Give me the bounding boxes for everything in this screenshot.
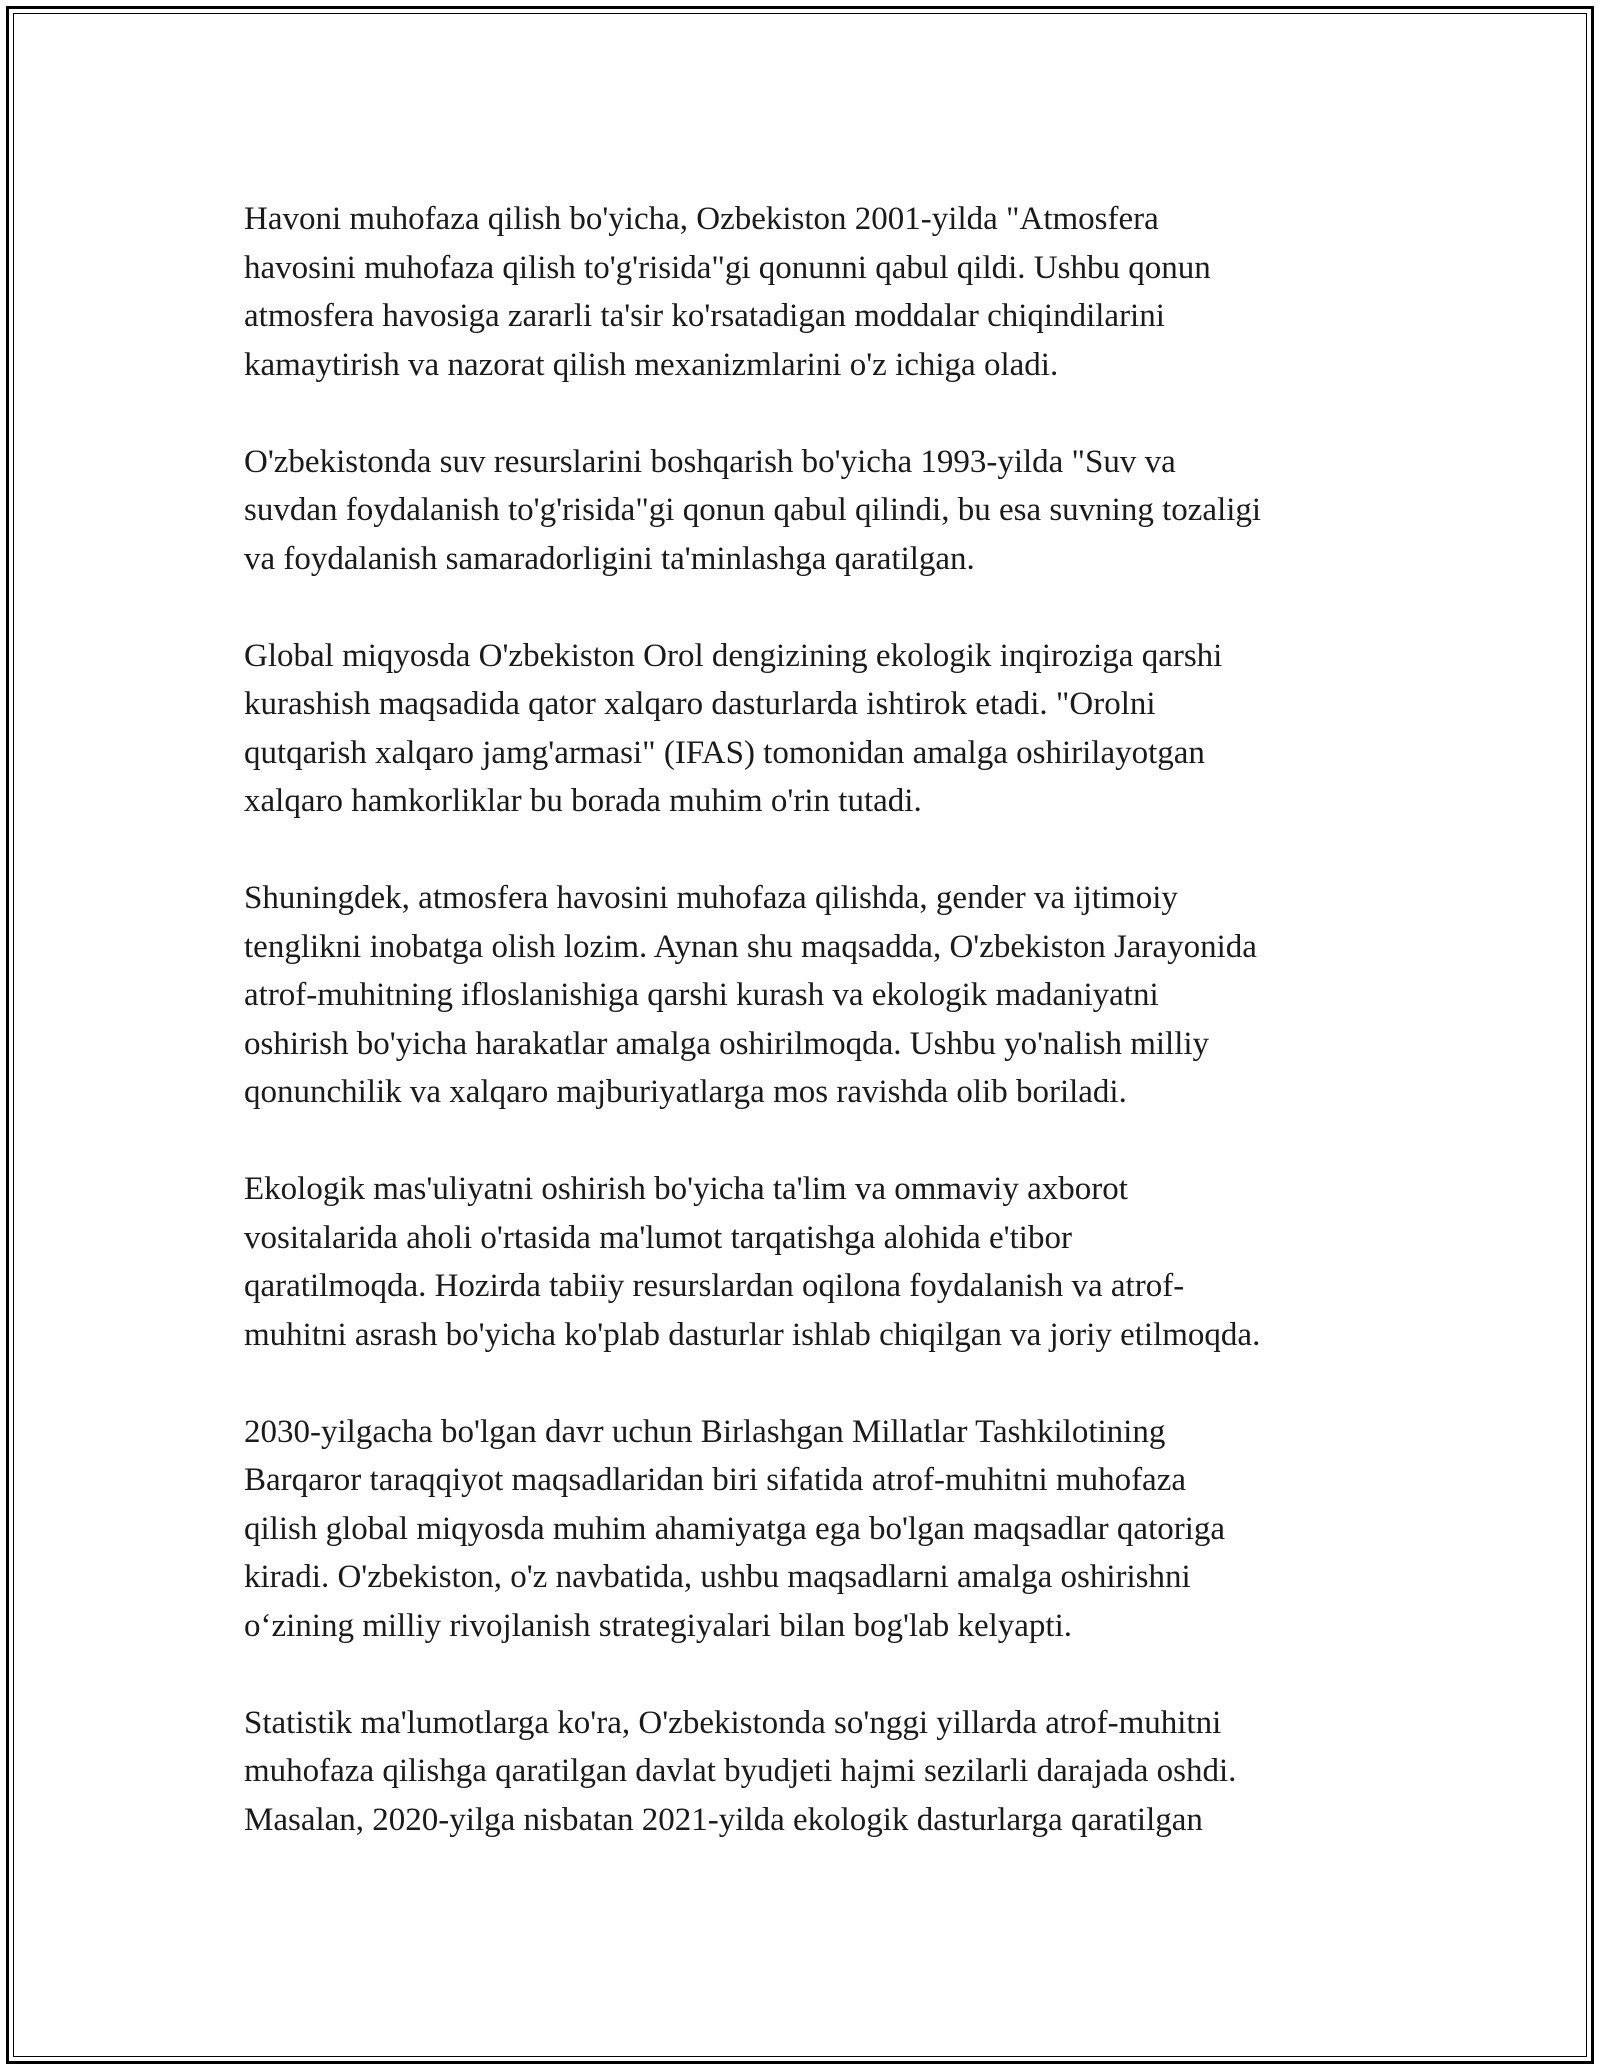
text-line: qutqarish xalqaro jamg'armasi" (IFAS) tomonidan amalga oshirilayotgan	[244, 734, 1205, 771]
text-line: atrof-muhitning ifloslanishiga qarshi kurash va ekologik madaniyatni	[244, 977, 1159, 1013]
paragraph-gender-equality	[244, 874, 1404, 1117]
text-line: qaratilmoqda. Hozirda tabiiy resurslardan oqilona foydalanish va atrof-	[244, 1268, 1185, 1304]
paragraph-statistics-budget	[244, 1699, 1404, 1845]
page-border	[6, 6, 1594, 2064]
paragraph-air-protection-law	[244, 195, 1404, 389]
text-line: atmosfera havosiga zararli ta'sir ko'rsatadigan moddalar chiqindilarini	[244, 298, 1165, 334]
text-line: Ekologik mas'uliyatni oshirish bo'yicha ta'lim va ommaviy axborot	[244, 1171, 1128, 1207]
text-line: tenglikni inobatga olish lozim. Aynan shu maqsadda, O'zbekiston Jarayonida	[244, 928, 1257, 965]
text-line: kurashish maqsadida qator xalqaro dasturlarda ishtirok etadi. "Orolni	[244, 686, 1156, 722]
paragraph-water-resources-law	[244, 438, 1404, 584]
paragraph-sustainable-development-goals	[244, 1408, 1404, 1651]
text-line: O'zbekistonda suv resurslarini boshqarish bo'yicha 1993-yilda "Suv va	[244, 443, 1176, 480]
text-line: kamaytirish va nazorat qilish mexanizmlarini o'z ichiga oladi.	[244, 346, 1059, 383]
text-line: suvdan foydalanish to'g'risida"gi qonun qabul qilindi, bu esa suvning tozaligi	[244, 492, 1262, 528]
paragraph-aral-sea-programs	[244, 632, 1404, 826]
text-line: kiradi. O'zbekiston, o'z navbatida, ushbu maqsadlarni amalga oshirishni	[244, 1559, 1191, 1595]
text-line: vositalarida aholi o'rtasida ma'lumot tarqatishga alohida e'tibor	[244, 1219, 1072, 1256]
text-line: 2030-yilgacha bo'lgan davr uchun Birlashgan Millatlar Tashkilotining	[244, 1413, 1166, 1450]
text-line: Shuningdek, atmosfera havosini muhofaza qilishda, gender va ijtimoiy	[244, 880, 1178, 916]
text-line: qonunchilik va xalqaro majburiyatlarga mos ravishda olib boriladi.	[244, 1074, 1127, 1110]
text-line: qilish global miqyosda muhim ahamiyatga ega bo'lgan maqsadlar qatoriga	[244, 1510, 1226, 1547]
text-line: muhitni asrash bo'yicha ko'plab dasturlar ishlab chiqilgan va joriy etilmoqda.	[244, 1316, 1261, 1353]
document-body	[244, 195, 1404, 1893]
text-line: Masalan, 2020-yilga nisbatan 2021-yilda ekologik dasturlarga qaratilgan	[244, 1801, 1203, 1838]
text-line: Barqaror taraqqiyot maqsadlaridan biri sifatida atrof-muhitni muhofaza	[244, 1462, 1186, 1498]
text-line: Statistik ma'lumotlarga ko'ra, O'zbekistonda so'nggi yillarda atrof-muhitni	[244, 1704, 1222, 1741]
text-line: muhofaza qilishga qaratilgan davlat byudjeti hajmi sezilarli darajada oshdi.	[244, 1753, 1237, 1789]
text-line: va foydalanish samaradorligini ta'minlashga qaratilgan.	[244, 540, 975, 577]
text-line: o‘zining milliy rivojlanish strategiyalari bilan bog'lab kelyapti.	[244, 1607, 1073, 1644]
paragraph-ecological-education	[244, 1165, 1404, 1359]
text-line: xalqaro hamkorliklar bu borada muhim o'rin tutadi.	[244, 783, 922, 819]
text-line: Havoni muhofaza qilish bo'yicha, Ozbekiston 2001-yilda "Atmosfera	[244, 201, 1159, 237]
text-line: havosini muhofaza qilish to'g'risida"gi qonunni qabul qildi. Ushbu qonun	[244, 249, 1211, 286]
text-line: oshirish bo'yicha harakatlar amalga oshirilmoqda. Ushbu yo'nalish milliy	[244, 1025, 1210, 1062]
text-line: Global miqyosda O'zbekiston Orol dengizining ekologik inqiroziga qarshi	[244, 637, 1223, 674]
